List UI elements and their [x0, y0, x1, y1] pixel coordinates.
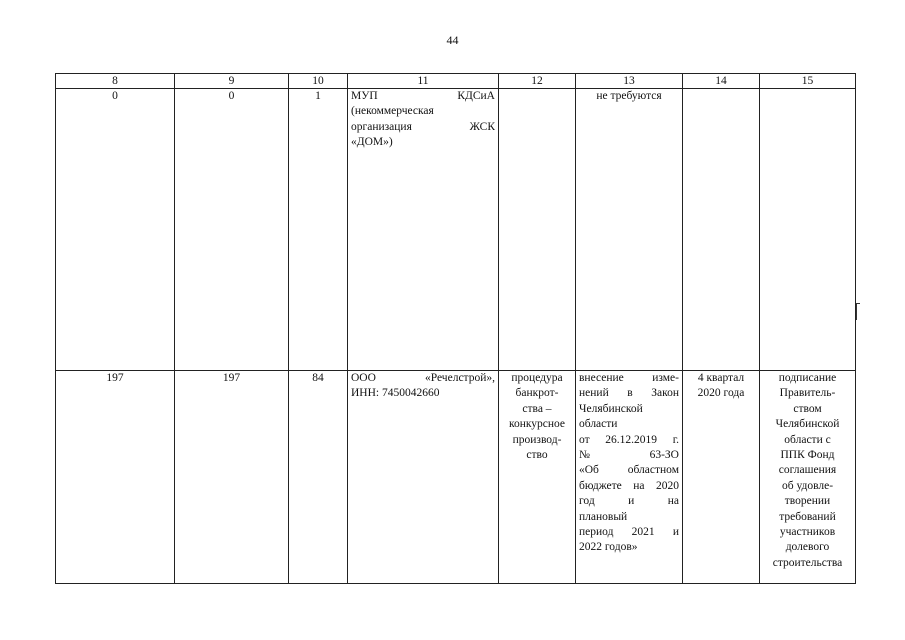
- word: ООО: [351, 372, 376, 384]
- word: 26.12.2019: [605, 433, 658, 446]
- column-header: 14: [683, 74, 760, 89]
- cell-col9: 0: [175, 89, 289, 371]
- scan-edge-mark: [856, 303, 860, 320]
- word: организация: [351, 120, 412, 133]
- column-header: 13: [576, 74, 683, 89]
- text-line: [351, 135, 495, 150]
- text-line: [579, 463, 679, 478]
- word: МУП: [351, 90, 378, 102]
- word: КДСиА: [457, 90, 495, 102]
- text-line: [579, 510, 679, 525]
- text-line: [579, 402, 679, 417]
- text-line: [579, 448, 679, 463]
- cell-col8: 0: [56, 89, 175, 371]
- word: области: [579, 418, 618, 431]
- cell-col14: [683, 89, 760, 371]
- column-header: 11: [348, 74, 499, 89]
- cell-col14: 4 квартал 2020 года: [683, 371, 760, 584]
- word: 63-ЗО: [649, 449, 679, 462]
- word: г.: [672, 433, 679, 446]
- word: Челябинской: [579, 402, 643, 415]
- cell-col13: [576, 371, 683, 584]
- cell-col9: 197: [175, 371, 289, 584]
- word: и: [628, 495, 635, 508]
- word: бюджете: [579, 479, 622, 492]
- cell-col15: подписание Правитель- ством Челябинской области с ППК Фонд соглашения об удовле- творении требований участников долевого строительства: [760, 371, 856, 584]
- text-line: [579, 433, 679, 448]
- text-line: [579, 371, 679, 386]
- cell-col15: [760, 89, 856, 371]
- cell-col11: [348, 371, 499, 584]
- page-number: 44: [446, 33, 459, 47]
- word: (некоммерческая: [351, 105, 434, 118]
- word: №: [579, 449, 590, 462]
- word: от: [579, 433, 590, 446]
- word: «ДОМ»): [351, 136, 393, 149]
- text-line: [351, 104, 495, 119]
- column-header: 8: [56, 74, 175, 89]
- cell-col13: не требуются: [576, 89, 683, 371]
- column-header: 15: [760, 74, 856, 89]
- word: на: [633, 479, 645, 492]
- word: и: [672, 526, 679, 539]
- word: в: [627, 387, 633, 400]
- table-row: [56, 89, 856, 371]
- text-line: [351, 371, 495, 386]
- word: ИНН: 7450042660: [351, 387, 440, 400]
- cell-col12: [499, 89, 576, 371]
- cell-col11: [348, 89, 499, 371]
- text-line: [579, 479, 679, 494]
- word: Закон: [651, 387, 679, 400]
- word: на: [667, 495, 679, 508]
- text-line: [579, 494, 679, 509]
- text-line: [579, 386, 679, 401]
- table-header-row: [56, 74, 856, 89]
- document-table: [55, 73, 856, 584]
- word: ЖСК: [469, 120, 495, 133]
- word: 2020: [655, 479, 679, 492]
- cell-col10: 1: [289, 89, 348, 371]
- word: 2022 годов»: [579, 541, 638, 554]
- cell-col10: 84: [289, 371, 348, 584]
- column-header: 10: [289, 74, 348, 89]
- word: 2021: [631, 526, 655, 539]
- word: областном: [627, 464, 679, 477]
- word: плановый: [579, 510, 628, 523]
- word: год: [579, 495, 595, 508]
- text-line: [579, 540, 679, 555]
- table-row: [56, 371, 856, 584]
- column-header: 12: [499, 74, 576, 89]
- text-line: [351, 89, 495, 104]
- word: изме-: [652, 372, 679, 384]
- word: «Об: [579, 464, 599, 477]
- cell-col8: 197: [56, 371, 175, 584]
- text-line: [351, 386, 495, 401]
- word: период: [579, 526, 614, 539]
- word: нений: [579, 387, 609, 400]
- text-line: [579, 417, 679, 432]
- text-line: [579, 525, 679, 540]
- cell-col12: процедура банкрот- ства – конкурсное производ- ство: [499, 371, 576, 584]
- word: «Речелстрой»,: [425, 372, 495, 384]
- word: внесение: [579, 372, 624, 384]
- text-line: [351, 120, 495, 135]
- column-header: 9: [175, 74, 289, 89]
